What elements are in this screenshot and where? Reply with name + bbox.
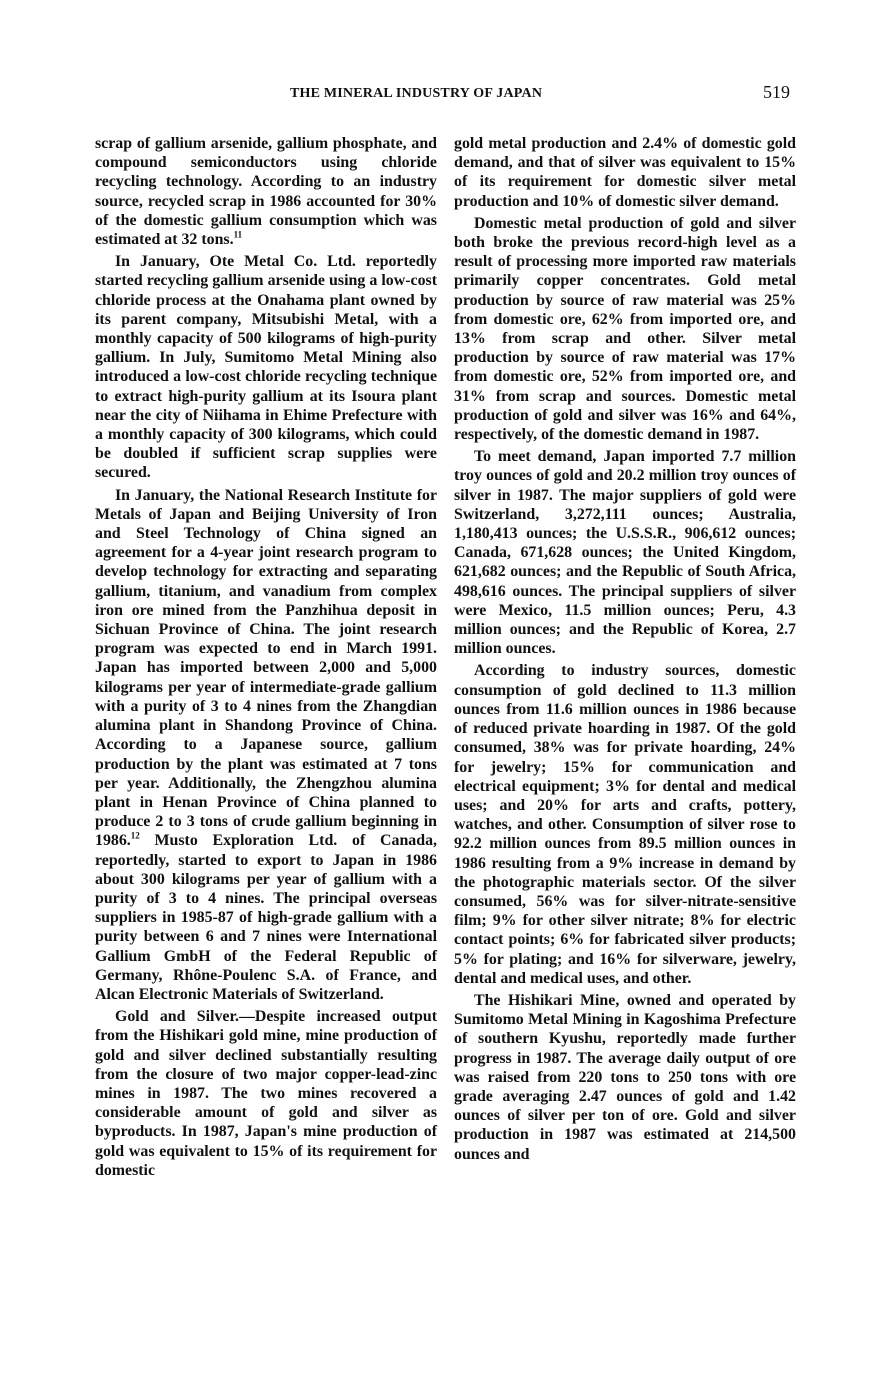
paragraph bbox=[95, 486, 437, 1004]
paragraph: In January, Ote Metal Co. Ltd. reportedly started recycling gallium arsenide using a low-cost chloride process at the Onahama plant owned by its parent company, Mitsubishi Metal, with a monthly capacity of 500 kilograms of high-purity gallium. In July, Sumitomo Metal Mining also introduced a low-cost chloride recycling technique to extract high-purity gallium at its Isoura plant near the city of Niihama in Ehime Prefecture with a monthly capacity of 300 kilograms, which could be doubled if sufficient scrap supplies were secured. bbox=[95, 253, 437, 482]
paragraph-text: In January, the National Research Institute for Metals of Japan and Beijing University of Iron and Steel Technology of China signed an agreement for a 4-year joint research program to develop technology for extracting and separating gallium, titanium, and vanadium from complex iron ore mined from the Panzhihua deposit in Sichuan Province of China. The joint research program was expected to end in March 1991. Japan has imported between 2,000 and 5,000 kilograms per year of intermediate-grade gallium with a purity of 3 to 4 nines from the Zhangdian alumina plant in Shandong Province of China. According to a Japanese source, gallium production by the plant was estimated at 7 tons per year. Additionally, the Zhengzhou alumina plant in Henan Province of China planned to produce 2 to 3 tons of crude gallium beginning in 1986. bbox=[95, 486, 437, 850]
paragraph-text: scrap of gallium arsenide, gallium phosphate, and compound semiconductors using chloride recycling technology. According to an industry source, recycled scrap in 1986 accounted for 30% of the domestic gallium consumption which was estimated at 32 tons. bbox=[95, 135, 437, 249]
paragraph: According to industry sources, domestic consumption of gold declined to 11.3 million ounces from 11.6 million ounces in 1986 because of reduced private hoarding in 1987. Of the gold consumed, 38% was for private hoarding, 24% for jewelry; 15% for communication and electrical equipment; 3% for dental and medical uses; and 20% for arts and crafts, pottery, watches, and other. Consumption of silver rose to 92.2 million ounces from 89.5 million ounces in 1986 resulting from a 9% increase in demand by the photographic materials sector. Of the silver consumed, 56% was for silver-nitrate-sensitive film; 9% for other silver nitrate; 8% for electric contact points; 6% for fabricated silver products; 5% for plating; and 16% for silverware, jewelry, dental and medical uses, and other. bbox=[454, 662, 796, 987]
paragraph bbox=[95, 1007, 437, 1180]
footnote-ref: 12 bbox=[130, 831, 140, 842]
right-column bbox=[454, 134, 796, 1164]
running-title: THE MINERAL INDUSTRY OF JAPAN bbox=[290, 86, 543, 101]
paragraph bbox=[95, 134, 437, 249]
footnote-ref: 11 bbox=[233, 229, 243, 240]
section-run-in-heading: Gold and Silver. bbox=[115, 1008, 240, 1026]
paragraph-text: —Despite increased output from the Hishikari gold mine, mine production of gold and silver declined substantially resulting from the closure of two major copper-lead-zinc mines in 1987. The two mines recovered a considerable amount of gold and silver as byproducts. In 1987, Japan's mine production of gold was equivalent to 15% of its requirement for domestic bbox=[95, 1008, 437, 1179]
left-column bbox=[95, 134, 437, 1180]
paragraph-text: Musto Exploration Ltd. of Canada, reportedly, started to export to Japan in 1986 about 300 kilograms per year of gallium with a purity of 3 to 4 nines. The principal overseas suppliers in 1985-87 of high-grade gallium with a purity between 6 and 7 nines were International Gallium GmbH of the Federal Republic of Germany, Rhône-Poulenc S.A. of France, and Alcan Electronic Materials of Switzerland. bbox=[95, 832, 437, 1003]
paragraph: The Hishikari Mine, owned and operated by Sumitomo Metal Mining in Kagoshima Prefecture of southern Kyushu, reportedly made further progress in 1987. The average daily output of ore was raised from 220 tons to 250 tons with ore grade averaging 2.47 ounces of gold and 1.42 ounces of silver per ton of ore. Gold and silver production in 1987 was estimated at 214,500 ounces and bbox=[454, 991, 796, 1163]
paragraph: To meet demand, Japan imported 7.7 million troy ounces of gold and 20.2 million troy ounces of silver in 1987. The major suppliers of gold were Switzerland, 3,272,111 ounces; Australia, 1,180,413 ounces; the U.S.S.R., 906,612 ounces; Canada, 671,628 ounces; the United Kingdom, 621,682 ounces; and the Republic of South Africa, 498,616 ounces. The principal suppliers of silver were Mexico, 11.5 million ounces; Peru, 4.3 million ounces; and the Republic of Korea, 2.7 million ounces. bbox=[454, 448, 796, 658]
page-header bbox=[0, 84, 870, 108]
page-number: 519 bbox=[763, 82, 790, 102]
paragraph: Domestic metal production of gold and silver both broke the previous record-high level as a result of processing more imported raw materials primarily copper concentrates. Gold metal production by source of raw material was 25% from domestic ore, 62% from imported ore, and 13% from scrap and other. Silver metal production by source of raw material was 17% from domestic ore, 52% from imported ore, and 31% from scrap and sources. Domestic metal production of gold and silver was 16% and 64%, respectively, of the domestic demand in 1987. bbox=[454, 214, 796, 444]
paragraph: gold metal production and 2.4% of domestic gold demand, and that of silver was equivalent to 15% of its requirement for domestic silver metal production and 10% of domestic silver demand. bbox=[454, 135, 796, 210]
